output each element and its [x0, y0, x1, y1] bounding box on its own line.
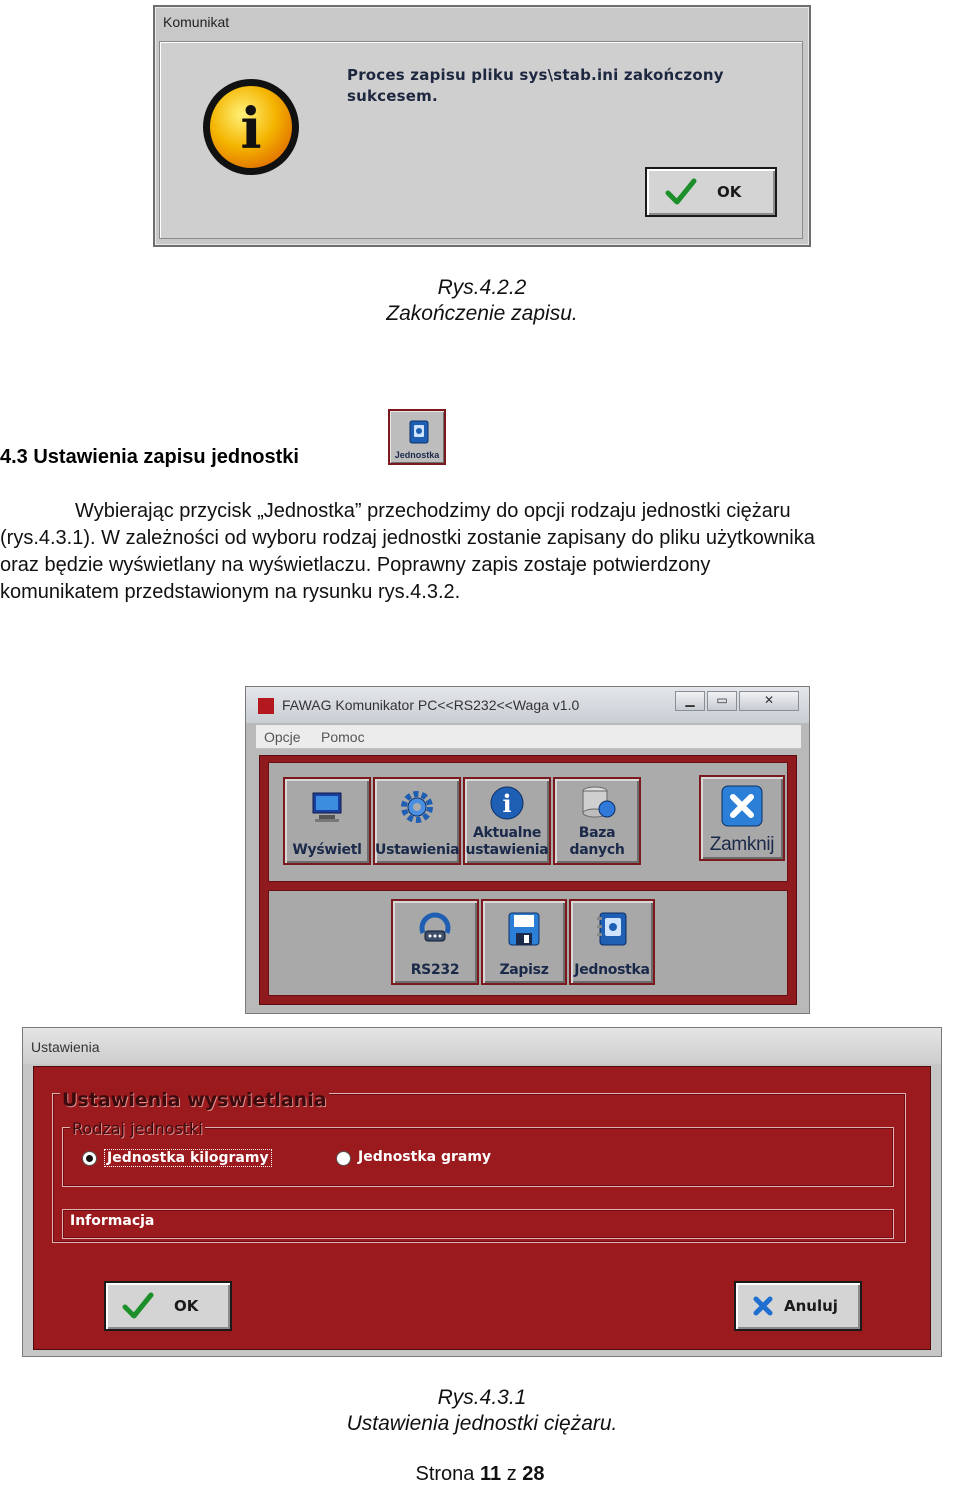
app-title: FAWAG Komunikator PC<<RS232<<Waga v1.0 [282, 697, 580, 713]
wyswietl-label [285, 842, 369, 859]
message-dialog [153, 5, 811, 247]
gear-icon [397, 787, 437, 827]
tool-label-line: Ustawienia [375, 842, 460, 858]
body-paragraph [0, 498, 815, 606]
notebook-icon [592, 909, 632, 949]
info-box [62, 1209, 894, 1239]
figure-caption [0, 1386, 960, 1436]
app-logo-icon [258, 698, 274, 714]
cancel-button[interactable] [734, 1281, 862, 1331]
zapisz-label: Zapisz [499, 962, 549, 978]
footer-sep: z [506, 1463, 517, 1485]
notebook-icon [406, 419, 432, 445]
settings-panel [33, 1066, 931, 1350]
zapisz-button[interactable] [481, 899, 567, 985]
ok-button[interactable] [645, 167, 777, 217]
settings-ok-label: OK [174, 1297, 199, 1315]
footer-prefix: Strona [415, 1463, 475, 1485]
window-close-button[interactable]: ✕ [739, 691, 799, 711]
dialog-message-line2: sukcesem. [347, 87, 438, 105]
aktualne-ustawienia-button[interactable] [463, 777, 551, 865]
jednostka-label: Jednostka [574, 962, 650, 978]
menu-bar [256, 725, 801, 749]
menu-opcje[interactable]: Opcje [264, 729, 301, 745]
app-window [245, 686, 810, 1014]
unit-type-title: Rodzaj jednostki [72, 1119, 203, 1138]
footer-page: 11 [479, 1463, 502, 1485]
checkmark-icon [122, 1292, 154, 1320]
tool-label-line: Wyświetl [292, 842, 362, 858]
dialog-message-line1: Proces zapisu pliku sys\stab.ini zakończony [347, 66, 724, 84]
dialog-title: Komunikat [163, 14, 230, 30]
baza-danych-button[interactable] [553, 777, 641, 865]
wyswietl-button[interactable] [283, 777, 371, 865]
info-label: Informacja [70, 1213, 155, 1229]
aktualne-ustawienia-label [465, 825, 549, 859]
caption-text: Ustawienia jednostki ciężaru. [346, 1412, 618, 1435]
section-heading: 4.3 Ustawienia zapisu jednostki [0, 446, 299, 468]
svg-text:i: i [502, 789, 512, 818]
toolbar-row-2 [268, 890, 788, 996]
database-icon [577, 783, 617, 823]
tool-label-line: Baza [578, 825, 616, 841]
floppy-disk-icon [504, 909, 544, 949]
ustawienia-label [375, 842, 459, 859]
baza-danych-label [555, 825, 639, 859]
rs232-button[interactable] [391, 899, 479, 985]
radio-gramy[interactable] [336, 1151, 351, 1166]
paragraph-line: (rys.4.3.1). W zależności od wyboru rodzaj jednostki zostanie zapisany do pliku użytkownika [0, 527, 815, 549]
radio-kilogramy-label[interactable]: Jednostka kilogramy [104, 1149, 272, 1167]
app-titlebar [246, 687, 809, 723]
settings-titlebar [23, 1028, 941, 1064]
menu-pomoc[interactable]: Pomoc [321, 729, 365, 745]
tool-label-line: danych [569, 842, 625, 858]
jednostka-button[interactable] [569, 899, 655, 985]
zamknij-label: Zamknij [709, 834, 775, 855]
monitor-icon [307, 787, 347, 827]
info-icon: i [203, 79, 299, 175]
paragraph-line: komunikatem przedstawionym na rysunku rys.4.3.2. [0, 581, 461, 603]
cancel-x-icon [752, 1295, 774, 1317]
caption-number: Rys.4.3.1 [437, 1386, 527, 1409]
settings-ok-button[interactable] [104, 1281, 232, 1331]
ustawienia-button[interactable] [373, 777, 461, 865]
dialog-message [347, 65, 757, 107]
settings-title: Ustawienia [31, 1039, 100, 1055]
ok-button-label: OK [717, 183, 742, 201]
paragraph-line: oraz będzie wyświetlany na wyświetlaczu. Poprawny zapis zostaje potwierdzony [0, 554, 711, 576]
tool-label-line: ustawienia [465, 842, 549, 858]
footer-total: 28 [522, 1463, 545, 1485]
toolbar-frame [259, 755, 797, 1005]
caption-text: Zakończenie zapisu. [386, 302, 578, 325]
page-footer [0, 1463, 960, 1486]
checkmark-icon [665, 178, 697, 206]
jednostka-button-preview-label: Jednostka [394, 450, 440, 460]
toolbar-row-1 [268, 762, 788, 882]
radio-gramy-label[interactable]: Jednostka gramy [358, 1149, 492, 1165]
settings-window [22, 1027, 942, 1357]
cancel-button-label: Anuluj [784, 1297, 838, 1315]
figure-caption [0, 276, 960, 326]
caption-number: Rys.4.2.2 [437, 276, 527, 299]
radio-kilogramy[interactable] [82, 1151, 97, 1166]
close-icon [719, 783, 765, 829]
rs232-label: RS232 [410, 962, 460, 978]
paragraph-line: Wybierając przycisk „Jednostka” przechodzimy do opcji rodzaju jednostki ciężaru [75, 500, 791, 522]
jednostka-button-preview [388, 409, 446, 465]
serial-port-icon [415, 909, 455, 949]
info-icon [487, 783, 527, 823]
tool-label-line: Aktualne [472, 825, 542, 841]
minimize-button[interactable]: ▁ [675, 691, 705, 711]
maximize-button[interactable]: ▭ [707, 691, 737, 711]
zamknij-button[interactable] [699, 775, 785, 861]
display-settings-title: Ustawienia wyswietlania [62, 1089, 327, 1111]
